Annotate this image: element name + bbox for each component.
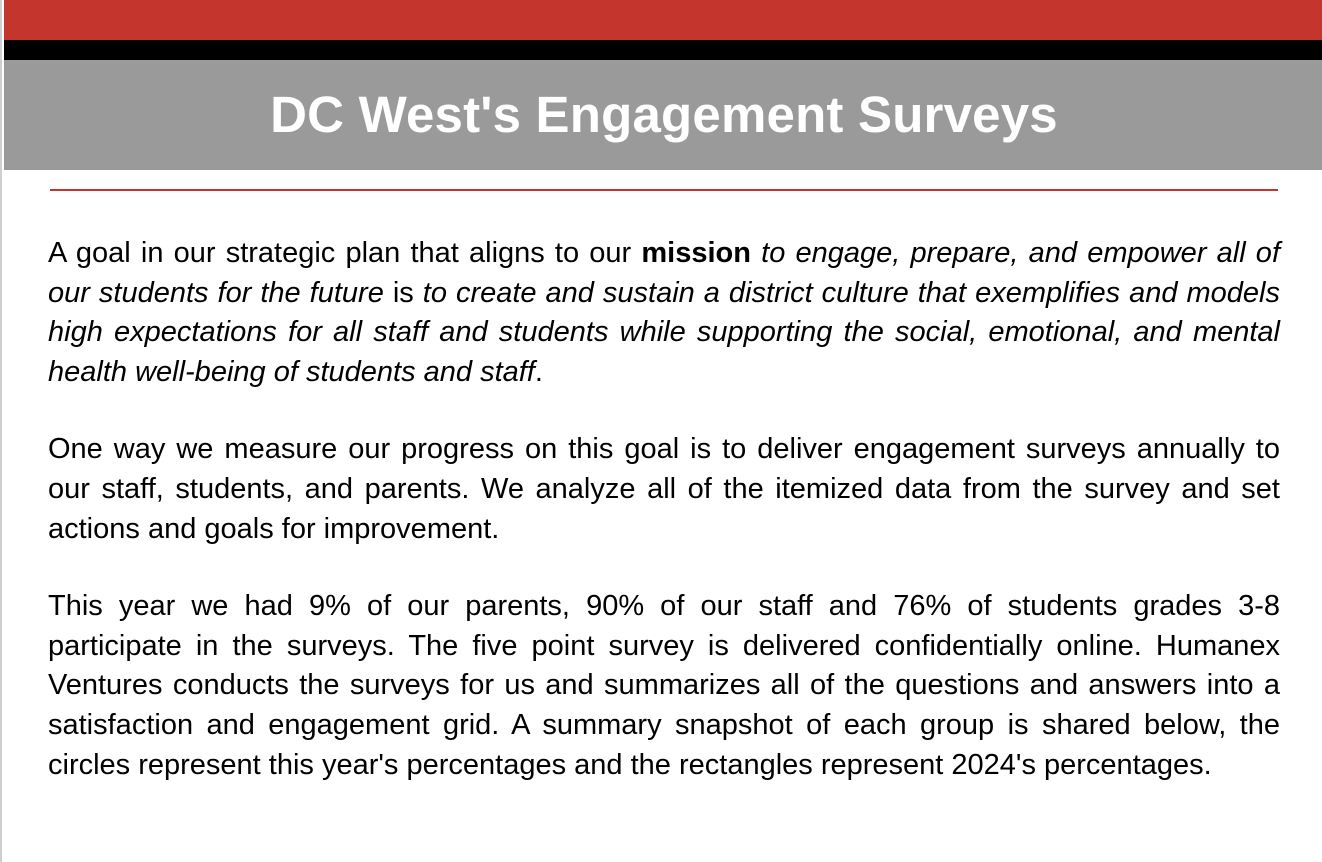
p1-mission-statement: to engage, prepare, and empower all of our students for the future [48, 237, 1280, 309]
paragraph-mission [48, 234, 1280, 392]
title-divider [50, 189, 1278, 191]
top-red-bar [4, 0, 1322, 40]
title-band [4, 60, 1322, 170]
top-black-bar [4, 40, 1322, 60]
p1-mission-word: mission [641, 237, 751, 269]
paragraph-measure: One way we measure our progress on this goal is to deliver engagement surveys annually to our staff, students, and parents. We analyze all of the itemized data from the survey and set actions and goals for improvement. [48, 433, 1280, 545]
page-title: DC West's Engagement Surveys [270, 85, 1058, 143]
p1-text-1: A goal in our strategic plan that aligns to our [48, 237, 642, 269]
paragraph-participation: This year we had 9% of our parents, 90% of our staff and 76% of students grades 3-8 participate in the surveys. The five point survey is delivered confidentially online. Humanex Ventures conducts the surveys for us and summarizes all of the questions and answers into a satisfaction and engagement grid. A summary snapshot of each group is shared below, the circles represent this year's percentages and the rectangles represent 2024's percentages. [48, 590, 1280, 781]
p1-goal-statement: to create and sustain a district culture that exemplifies and models high expectations for all staff and students while supporting the social, emotional, and mental health well-being of students and staff [48, 276, 1280, 388]
p1-text-3: . [534, 355, 543, 388]
body-content [48, 234, 1280, 785]
p1-text-2: is [383, 276, 423, 309]
